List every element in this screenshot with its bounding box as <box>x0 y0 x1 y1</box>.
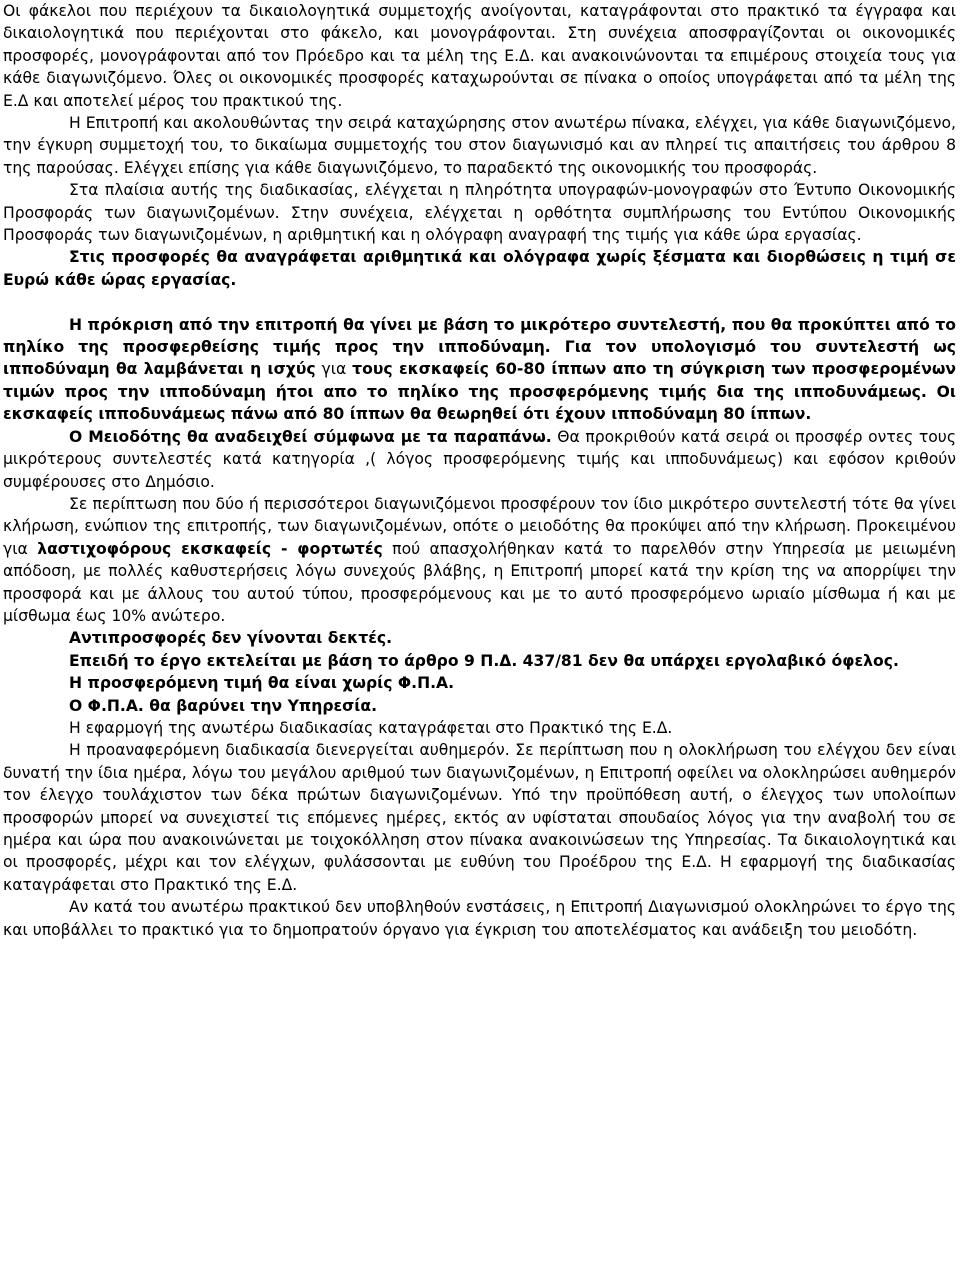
text-run: Θα προκριθούν κατά σειρά οι προσφέρ οντες τους μικρότερους συντελεστές κατά κατηγορία ,( λόγος προσφερόμενης τιμής και ιπποδυνάμεως) και εφόσον κριθούν συμφέρουσες στο Δημόσιο. <box>3 427 956 491</box>
paragraph-price-without-vat <box>3 672 956 694</box>
text-run: Σε περίπτωση που δύο ή περισσότεροι διαγωνιζόμενοι προσφέρουν τον ίδιο μικρότερο συντελεστή τότε θα γίνει κλήρωση, ενώπιον της επιτροπής, των διαγωνιζομένων, οπότε ο μειοδότης θα προκύψει από την κλήρωση. Προκειμένου για <box>3 494 956 558</box>
text-run-bold: Η πρόκριση από την επιτροπή θα γίνει με βάση το μικρότερο συντελεστή, που θα προκύπτει από το πηλίκο της προσφερθείσης τιμής προς την ιπποδύναμη. Για τον υπολογισμό του συντελεστή ως ιπποδύναμη θα λαμβάνεται η ισχύς <box>3 315 956 379</box>
text-run: Στα πλαίσια αυτής της διαδικασίας, ελέγχεται η πληρότητα υπογραφών-μονογραφών στο Έντυπο Οικονομικής Προσφοράς των διαγωνιζομένων. Στην συνέχεια, ελέγχεται η ορθότητα συμπλήρωσης του Εντύπου Οικονομικής Προσφοράς των διαγωνιζομένων, η αριθμητική και η ολόγραφη αναγραφή της τιμής για κάθε ώρα εργασίας. <box>3 181 956 245</box>
paragraph-price-writing-rule <box>3 246 956 291</box>
text-run-bold: Η προσφερόμενη τιμή θα είναι χωρίς Φ.Π.Α. <box>69 674 455 693</box>
text-run-bold: Αντιπροσφορές δεν γίνονται δεκτές. <box>69 629 393 648</box>
text-run: Αν κατά του ανωτέρω πρακτικού δεν υποβληθούν ενστάσεις, η Επιτροπή Διαγωνισμού ολοκληρώνει το έργο της και υποβάλλει το πρακτικό για το δημοπρατούν όργανο για έγκριση του αποτελέσματος και ανάδειξη του μειοδότη. <box>3 898 956 939</box>
text-run: Η προαναφερόμενη διαδικασία διενεργείται αυθημερόν. Σε περίπτωση που η ολοκλήρωση του ελέγχου δεν είναι δυνατή την ίδια ημέρα, λόγω του μεγάλου αριθμού των διαγωνιζομένων, η Επιτροπή οφείλει να ολοκληρώσει αυθημερόν τον έλεγχο τουλάχιστον των δέκα πρώτων διαγωνιζομένων. Υπό την προϋπόθεση αυτή, ο έλεγχος των υπολοίπων προσφορών μπορεί να συνεχιστεί τις επόμενες ημέρες, εκτός αν υφίσταται σπουδαίος λόγος για την αναβολή του σε ημέρα και ώρα που ανακοινώνεται με τοιχοκόλληση στον πίνακα ανακοινώσεων της Υπηρεσίας. Τα δικαιολογητικά και οι προσφορές, μέχρι και τον ελέγχων, φυλάσσονται με ευθύνη του Προέδρου της Ε.Δ. Η εφαρμογή της διαδικασίας καταγράφεται στο Πρακτικό της Ε.Δ. <box>3 741 956 894</box>
paragraph-spacer <box>3 291 956 313</box>
paragraph-signatures-check <box>3 179 956 246</box>
paragraph-procedure-recorded <box>3 717 956 739</box>
text-run-bold: Επειδή το έργο εκτελείται με βάση το άρθρο 9 Π.Δ. 437/81 δεν θα υπάρχει εργολαβικό όφελος. <box>69 651 899 670</box>
text-run: Η Επιτροπή και ακολουθώντας την σειρά καταχώρησης στον ανωτέρω πίνακα, ελέγχει, για κάθε διαγωνιζόμενο, την έγκυρη συμμετοχή του, το δικαίωμα συμμετοχής του στον διαγωνισμό και αν πληρεί τις απαιτήσεις του άρθρου 8 της παρούσας. Ελέγχει επίσης για κάθε διαγωνιζόμενο, το παραδεκτό της οικονομικής του προσφοράς. <box>3 114 956 177</box>
paragraph-no-objections <box>3 896 956 941</box>
paragraph-lowest-bidder <box>3 426 956 493</box>
text-run: Οι φάκελοι που περιέχουν τα δικαιολογητικά συμμετοχής ανοίγονται, καταγράφονται στο πρακτικό τα έγγραφα και δικαιολογητικά που περιέχονται στο φάκελο, και μονογράφονται. Στη συνέχεια αποσφραγίζονται οι οικονομικές προσφορές, μονογράφονται από τον Πρόεδρο και τα μέλη της Ε.Δ. και ανακοινώνονται τα επιμέρους στοιχεία τους για κάθε διαγωνιζόμενο. Όλες οι οικονομικές προσφορές καταχωρούνται σε πίνακα ο οποίος υπογράφεται από τα μέλη της Ε.Δ και αποτελεί μέρος του πρακτικού της. <box>3 2 956 110</box>
text-run-bold: τους εκσκαφείς 60-80 ίππων απο τη σύγκριση των προσφερομένων τιμών προς την ιπποδύναμη ήτοι απο το πηλίκο της προσφερόμενης τιμής δια της ιπποδυνάμεως. Οι εκσκαφείς ιπποδυνάμεως πάνω από 80 ίππων θα θεωρηθεί ότι έχουν ιπποδύναμη 80 ίππων. <box>3 360 956 424</box>
paragraph-opening-envelopes <box>3 0 956 112</box>
paragraph-no-contractor-profit <box>3 650 956 672</box>
paragraph-committee-check <box>3 112 956 179</box>
text-run-bold: Ο Φ.Π.Α. θα βαρύνει την Υπηρεσία. <box>69 696 378 715</box>
text-run-bold: Ο Μειοδότης θα αναδειχθεί σύμφωνα με τα παραπάνω. <box>69 427 552 446</box>
paragraph-selection-criterion <box>3 314 956 426</box>
text-run-bold: Στις προσφορές θα αναγράφεται αριθμητικά και ολόγραφα χωρίς ξέσματα και διορθώσεις η τιμή σε Ευρώ κάθε ώρας εργασίας. <box>3 248 956 289</box>
paragraph-vat-charged <box>3 695 956 717</box>
paragraph-tie-draw <box>3 493 956 627</box>
text-run: Η εφαρμογή της ανωτέρω διαδικασίας καταγράφεται στο Πρακτικό της Ε.Δ. <box>69 718 673 737</box>
text-run: για <box>315 360 353 379</box>
text-run-bold: λαστιχοφόρους εκσκαφείς - φορτωτές <box>37 539 383 558</box>
text-run: πού απασχολήθηκαν κατά το παρελθόν στην Υπηρεσία με μειωμένη απόδοση, με πολλές καθυστερήσεις λόγω συνεχούς βλάβης, η Επιτροπή μπορεί κατά την κρίση της να απορρίψει την προσφορά και με άλλους του αυτού τύπου, προσφερόμενους και με το αυτό προσφερόμενο ωριαίο μίσθωμα ή και με μίσθωμα έως 10% ανώτερο. <box>3 539 956 625</box>
paragraph-same-day-procedure <box>3 739 956 896</box>
paragraph-no-counteroffers <box>3 627 956 649</box>
